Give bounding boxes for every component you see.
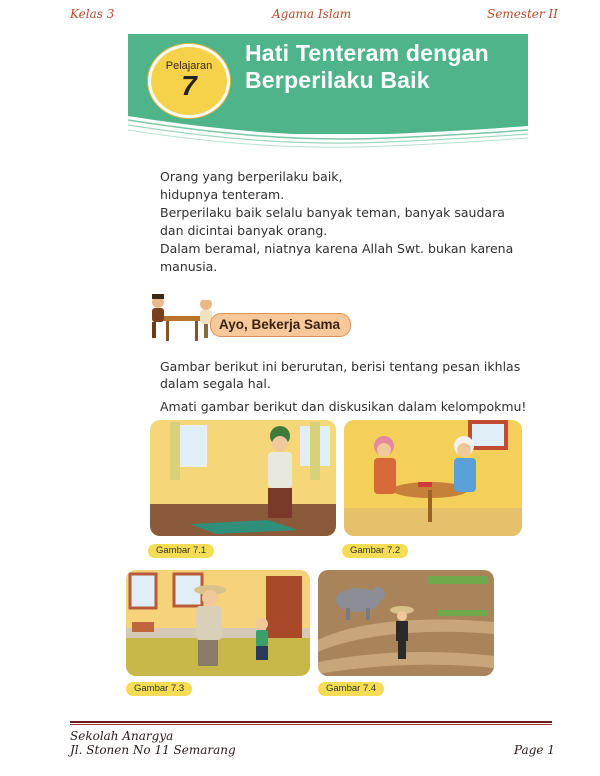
- footer-page-number: Page 1: [514, 743, 555, 757]
- intro-line: Dalam beramal, niatnya karena Allah Swt. bukan karena manusia.: [160, 241, 514, 274]
- intro-line: Orang yang berperilaku baik,: [160, 169, 343, 184]
- header-semester: Semester II: [487, 7, 558, 21]
- figure-7-1-image: [150, 420, 336, 536]
- footer-address: Jl. Stonen No 11 Semarang: [70, 743, 236, 757]
- intro-line: hidupnya tenteram.: [160, 187, 285, 202]
- lesson-title: [245, 40, 489, 94]
- figure-7-3-caption: Gambar 7.3: [126, 682, 192, 696]
- activity-line: Gambar berikut ini berurutan, berisi tentang pesan ikhlas dalam segala hal.: [160, 359, 521, 391]
- figure-7-2-image: [344, 420, 522, 536]
- activity-text: [160, 358, 530, 421]
- kids-working-illustration: [146, 290, 218, 346]
- intro-text: [160, 168, 520, 276]
- header-grade: Kelas 3: [70, 7, 115, 21]
- figure-7-3-image: [126, 570, 310, 676]
- footer-rule-thin: [70, 724, 552, 725]
- lesson-title-line2: Berperilaku Baik: [245, 67, 430, 93]
- intro-line: Berperilaku baik selalu banyak teman, banyak saudara dan dicintai banyak orang.: [160, 205, 505, 238]
- figure-7-4-caption: Gambar 7.4: [318, 682, 384, 696]
- lesson-title-line1: Hati Tenteram dengan: [245, 40, 489, 66]
- activity-line: Amati gambar berikut dan diskusikan dalam kelompokmu!: [160, 399, 527, 414]
- figure-7-1-caption: Gambar 7.1: [148, 544, 214, 558]
- footer-school: Sekolah Anargya: [70, 729, 174, 743]
- figure-7-4-image: [318, 570, 494, 676]
- lesson-label: Pelajaran: [165, 60, 213, 72]
- section-heading: Ayo, Bekerja Sama: [210, 313, 351, 337]
- header-subject: Agama Islam: [272, 7, 352, 21]
- lesson-number-badge: [148, 44, 230, 118]
- figure-7-2-caption: Gambar 7.2: [342, 544, 408, 558]
- lesson-number: 7: [181, 70, 197, 101]
- footer-rule: [70, 721, 552, 723]
